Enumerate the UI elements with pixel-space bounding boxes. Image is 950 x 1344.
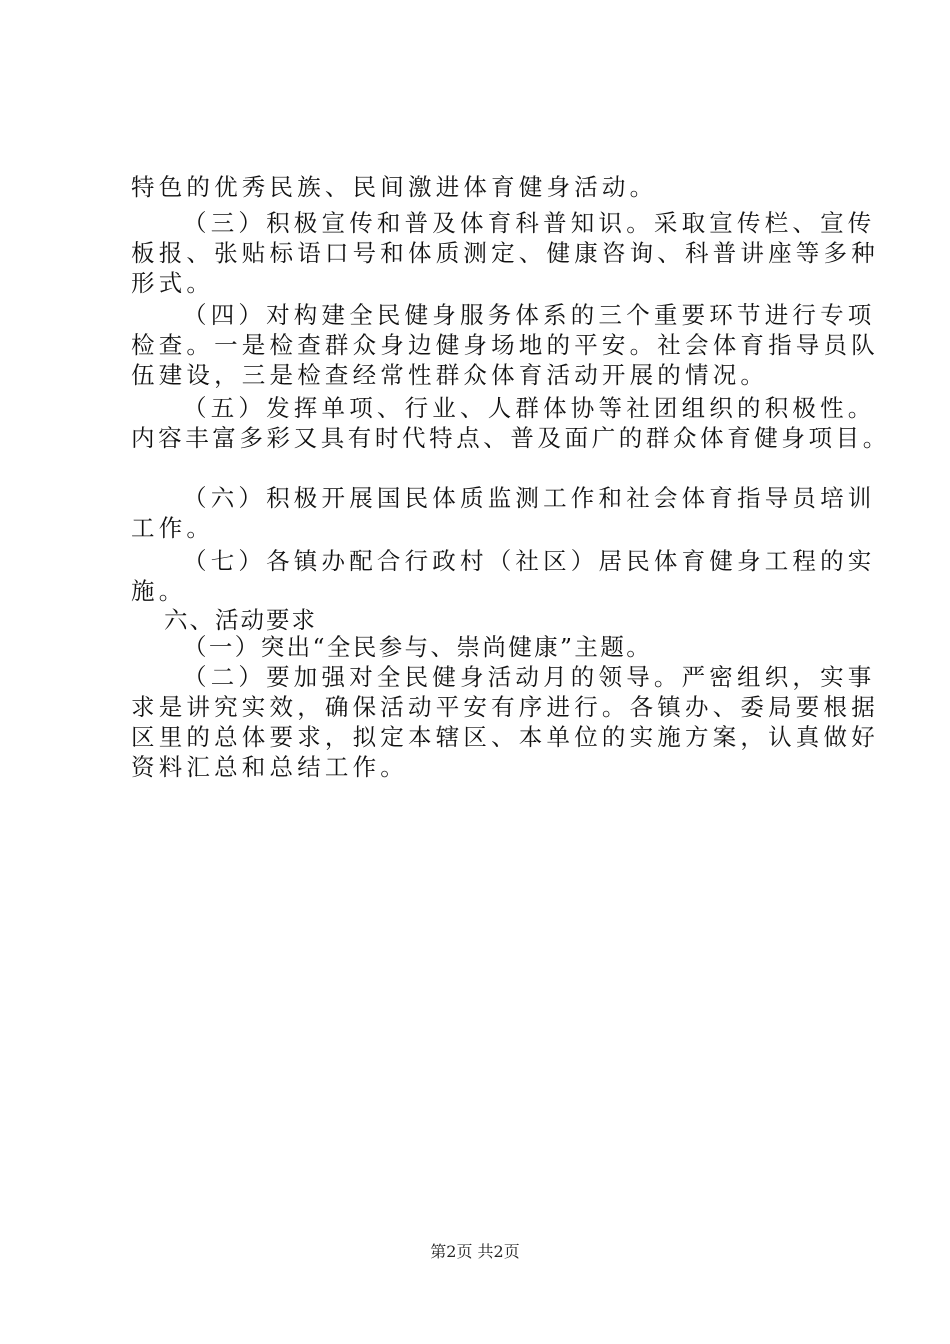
text-line: 板报、张贴标语口号和体质测定、健康咨询、科普讲座等多种 [131,239,879,267]
text-line: （三）积极宣传和普及体育科普知识。采取宣传栏、宣传 [183,209,876,237]
text-line: 形式。 [131,269,215,297]
text-line: （五）发挥单项、行业、人群体协等社团组织的积极性。 [183,394,876,422]
text-line: 特色的优秀民族、民间激进体育健身活动。 [131,173,658,201]
page-footer: 第2页 共2页 [430,1242,520,1261]
text-line: 求是讲究实效，确保活动平安有序进行。各镇办、委局要根据 [131,693,879,721]
text-line: 伍建设，三是检查经常性群众体育活动开展的情况。 [131,361,769,389]
text-line: （一）突出“全民参与、崇尚健康”主题。 [183,633,653,661]
text-line: 施。 [131,577,187,605]
text-line: 内容丰富多彩又具有时代特点、普及面广的群众体育健身项目。 [131,424,890,452]
text-line: 检查。一是检查群众身边健身场地的平安。社会体育指导员队 [131,331,879,359]
text-line: （四）对构建全民健身服务体系的三个重要环节进行专项 [183,301,876,329]
text-line: （六）积极开展国民体质监测工作和社会体育指导员培训 [183,484,876,512]
text-line: 区里的总体要求，拟定本辖区、本单位的实施方案，认真做好 [131,723,879,751]
text-line: （二）要加强对全民健身活动月的领导。严密组织，实事 [183,663,876,691]
text-line: 工作。 [131,514,215,542]
text-line: 资料汇总和总结工作。 [131,753,408,781]
section-heading: 六、活动要求 [164,606,317,634]
text-line: （七）各镇办配合行政村（社区）居民体育健身工程的实 [183,547,876,575]
